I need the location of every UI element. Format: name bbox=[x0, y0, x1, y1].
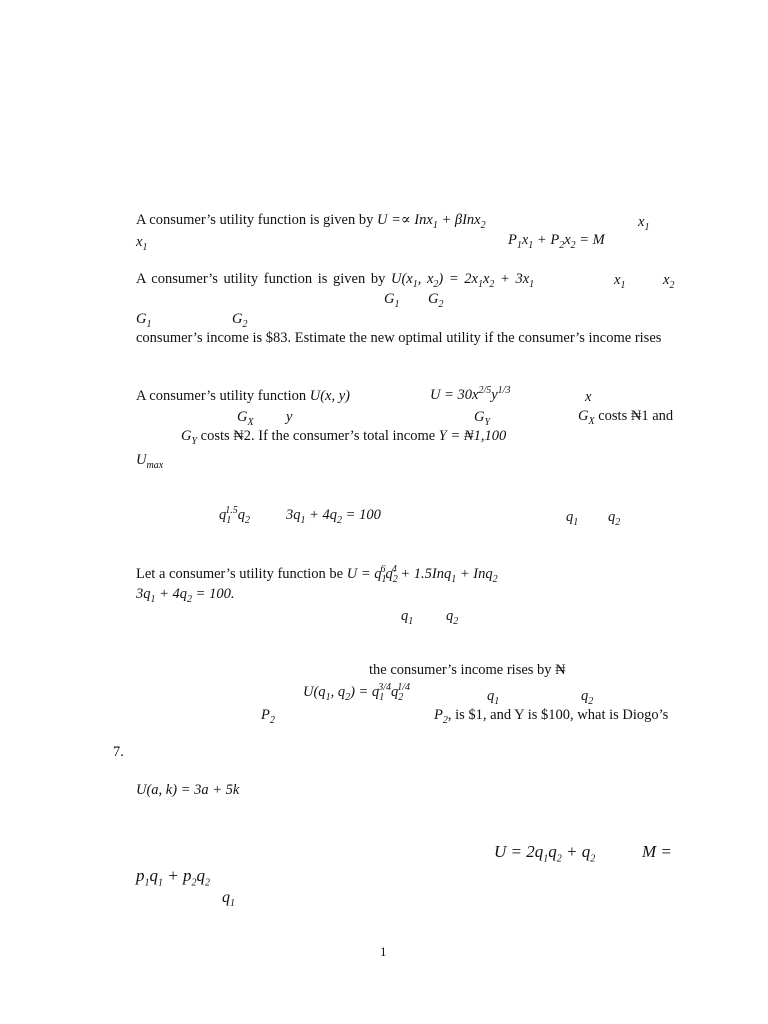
q8-q1: $q_1$ bbox=[222, 889, 235, 910]
q3-gx: $G_X$ bbox=[237, 409, 254, 428]
q4-q2: $q_2$ bbox=[608, 509, 621, 528]
q2-g1-left: $G_1$ bbox=[136, 311, 152, 330]
q3-y: y bbox=[286, 409, 293, 425]
q6-q2: $q_2$ bbox=[581, 688, 594, 707]
q4-utility: $q_1^{1.5}q_2$ bbox=[219, 505, 250, 526]
q6-p2: $P_2$ bbox=[261, 707, 275, 726]
q2-x2: $x_2$ bbox=[663, 272, 675, 291]
q6-q1: $q_1$ bbox=[487, 688, 500, 707]
q6-price-text: $P_2$, is $1, and Y is $100, what is Diogo’s bbox=[434, 707, 669, 726]
q3-gy: $G_Y$ bbox=[474, 409, 491, 428]
q5-q2: $q_2$ bbox=[446, 608, 459, 627]
q1-line1: A consumer’s utility function is given by U =∝ Inx$_1$ + βInx$_2$ bbox=[136, 212, 486, 231]
q3-line3: $G_Y$ costs ₦2. If the consumer’s total income Y = ₦1,100 bbox=[181, 428, 507, 447]
q2-g2-left: $G_2$ bbox=[232, 311, 248, 330]
q3-x: x bbox=[585, 389, 592, 405]
q8-budget-equation: $p_1q_1 + p_2q_2$ bbox=[136, 866, 210, 889]
q8-m-equals: M = bbox=[642, 842, 672, 861]
q4-q1: $q_1$ bbox=[566, 509, 579, 528]
q2-x1: $x_1$ bbox=[614, 272, 626, 291]
q3-gx-cost: $G_X$ costs ₦1 and bbox=[578, 408, 674, 427]
q2-line3: consumer’s income is $83. Estimate the new optimal utility if the consumer’s income rises bbox=[136, 330, 662, 346]
q2-utility-equation: $U(x_1$, $x_2) = 2x_1x_2 + 3x_1$ bbox=[390, 271, 535, 290]
q6-income-text: the consumer’s income rises by ₦ bbox=[369, 662, 566, 678]
q4-budget: $3q_1 + 4q_2 = 100$ bbox=[286, 507, 381, 526]
q3-line1: A consumer’s utility function U(x, y) bbox=[136, 388, 350, 404]
q1-x1-right: $x_1$ bbox=[638, 214, 650, 233]
q3-uxy: U(x, y) bbox=[309, 388, 350, 404]
q1-budget-equation: $P_1x_1 + P_2x_2 = M$ bbox=[508, 232, 605, 251]
q6-utility-equation: $U(q_1$, $q_2) = q_1^{3/4}q_2^{1/4}$ bbox=[303, 682, 410, 703]
page-number: 1 bbox=[380, 944, 387, 959]
q5-line1: Let a consumer’s utility function be $U = q_1^6q_2^4 + 1.5Inq_1 + Inq_2$ bbox=[136, 564, 498, 585]
q3-umax: $U_{max}$ bbox=[136, 452, 164, 471]
q1-x1-left: $x_1$ bbox=[136, 234, 148, 253]
q5-utility-equation: $U = q_1^6q_2^4 + 1.5Inq_1 + Inq_2$ bbox=[346, 564, 498, 585]
q5-budget: $3q_1 + 4q_2 = 100$. bbox=[136, 586, 235, 605]
q7-number: 7. bbox=[113, 744, 124, 760]
q2-g2-mid: $G_2$ bbox=[428, 291, 444, 310]
q8-utility-equation: $U = 2q_1q_2 + q_2$ bbox=[494, 842, 596, 865]
q3-utility-equation: $U = 30x^{2/5}y^{1/3}$ bbox=[430, 385, 511, 403]
q5-q1: $q_1$ bbox=[401, 608, 414, 627]
q2-g1-mid: $G_1$ bbox=[384, 291, 400, 310]
q2-line1: A consumer’s utility function is given by $U(x_1$, $x_2) = 2x_1x_2 + 3x_1$ bbox=[136, 271, 535, 290]
q7-utility-equation: U(a, k) = 3a + 5k bbox=[136, 782, 240, 798]
q1-utility-equation: U =∝ Inx$_1$ + βInx$_2$ bbox=[376, 212, 486, 231]
